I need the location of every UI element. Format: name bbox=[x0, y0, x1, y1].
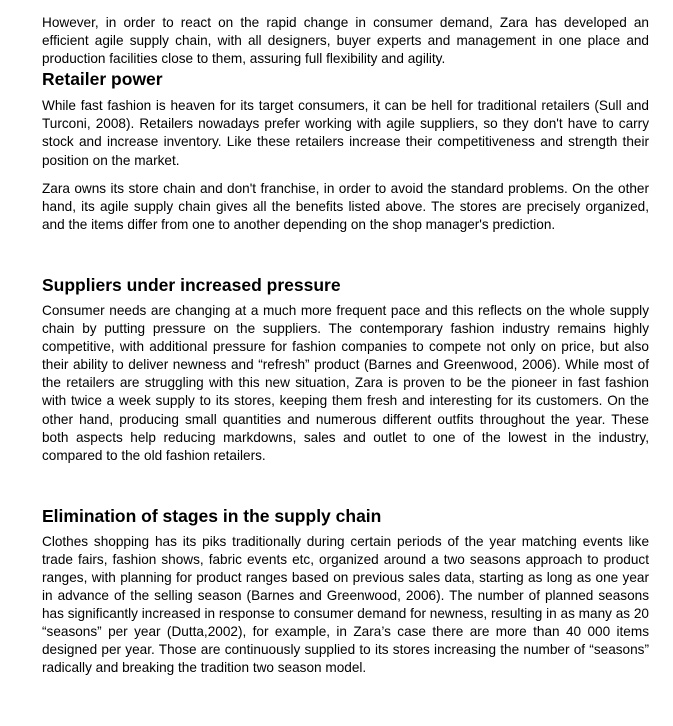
suppliers-pressure-paragraph: Consumer needs are changing at a much more frequent pace and this reflects on the whole supply chain by putting pressure on the suppliers. The contemporary fashion industry remains highly competitive, with additional pressure for fashion companies to compete not only on price, but also their ability to deliver newness and “refresh” product (Barnes and Greenwood, 2006). While most of the retailers are struggling with this new situation, Zara is proven to be the pioneer in fast fashion with twice a week supply to its stores, keeping them fresh and interesting for its customers. On the other hand, producing small quantities and numerous different outfits throughout the year. These both aspects help reducing markdowns, sales and outlet to one of the lowest in the industry, compared to the old fashion retailers. bbox=[42, 302, 649, 463]
document-page bbox=[42, 14, 649, 678]
heading-retailer-power: Retailer power bbox=[42, 69, 163, 90]
heading-suppliers-pressure: Suppliers under increased pressure bbox=[42, 274, 341, 295]
intro-paragraph: However, in order to react on the rapid change in consumer demand, Zara has developed an efficient agile supply chain, with all designers, buyer experts and management in one place and production facilities close to them, assuring full flexibility and agility. bbox=[42, 15, 649, 67]
retailer-power-paragraph-1: While fast fashion is heaven for its target consumers, it can be hell for traditional retailers (Sull and Turconi, 2008). Retailers nowadays prefer working with agile suppliers, so they don't have to carry stock and increase inventory. Like these retailers increase their competitiveness and strength their position on the market. bbox=[42, 98, 649, 168]
heading-elimination-stages: Elimination of stages in the supply chain bbox=[42, 505, 382, 526]
retailer-power-paragraph-2: Zara owns its store chain and don't franchise, in order to avoid the standard problems. On the other hand, its agile supply chain gives all the benefits listed above. The stores are precisely organized, and the items differ from one to another depending on the shop manager's prediction. bbox=[42, 180, 649, 232]
elimination-stages-paragraph: Clothes shopping has its piks traditionally during certain periods of the year matching events like trade fairs, fashion shows, fabric events etc, organized around a two seasons approach to product ranges, with planning for product ranges based on previous sales data, starting as long as one year in advance of the selling season (Barnes and Greenwood, 2006). The number of planned seasons has significantly increased in response to consumer demand for newness, resulting in as many as 20 “seasons” per year (Dutta,2002), for example, in Zara’s case there are more than 40 000 items designed per year. Those are continuously supplied to its stores increasing the number of “seasons” radically and breaking the tradition two season model. bbox=[42, 533, 649, 676]
